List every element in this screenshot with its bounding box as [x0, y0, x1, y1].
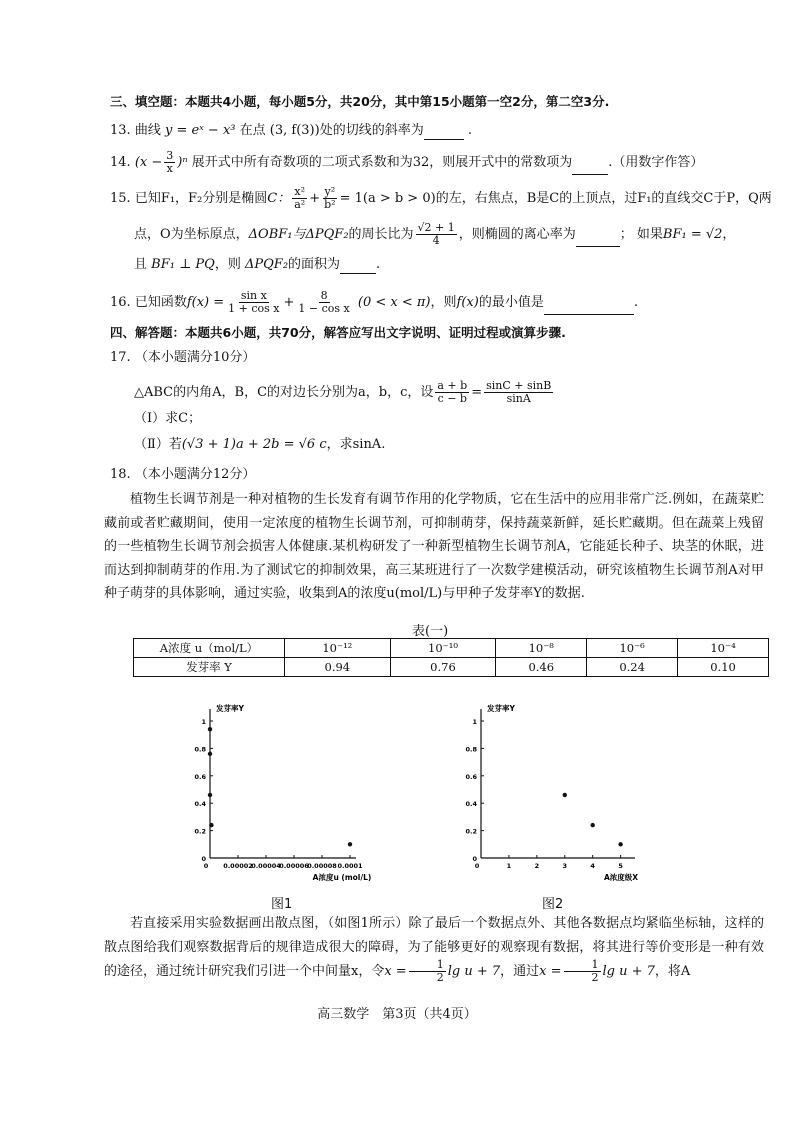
- q16-domain: (0 < x < π): [357, 295, 431, 310]
- table-caption: 表(一): [412, 624, 449, 639]
- q16-answer-blank[interactable]: [544, 300, 634, 315]
- table-cell: 0.94: [285, 658, 391, 677]
- q14-frac-num: 3: [166, 149, 174, 162]
- q15-line3-b: BF₁ ⊥ PQ: [151, 257, 215, 272]
- q17-score: （本小题满分10分）: [134, 350, 256, 365]
- q15-ratio-den: 4: [432, 234, 440, 247]
- q15-line3-d: ΔPQF₂: [245, 257, 289, 272]
- x-tick-label: 0.00006: [279, 862, 309, 870]
- q16-number: 16.: [110, 295, 131, 310]
- table-cell: 0.24: [587, 658, 678, 677]
- y-axis-label: 发芽率Y: [487, 704, 515, 713]
- q17-part-1: （Ⅰ）求C；: [134, 411, 202, 426]
- x-tick-label: 4: [590, 862, 595, 870]
- q18-after-b: ，通过: [500, 964, 540, 979]
- q16-end: .: [633, 295, 638, 310]
- question-17-stem: [134, 380, 774, 405]
- q16-f1-den: 1 + cos x: [228, 302, 280, 315]
- q15-line1-d: 的左，右焦点，B是C的上顶点，过F₁的直线交C于P，Q两: [435, 191, 772, 206]
- y-axis-label: 发芽率Y: [216, 704, 244, 713]
- y-tick-label: 0.4: [465, 800, 477, 809]
- y-tick-label: 0: [472, 855, 477, 863]
- x-tick-label: 3: [562, 862, 568, 870]
- data-point: [348, 842, 352, 846]
- table-cell: 10⁻¹⁰: [390, 639, 496, 658]
- table-cell: 0.10: [678, 658, 769, 677]
- q14-text: 展开式中所有奇数项的二项式系数和为32，则展开式中的常数项为: [191, 155, 573, 170]
- table-cell: 0.76: [390, 658, 496, 677]
- q16-fx: f(x) =: [186, 295, 225, 310]
- q17-eq: =: [471, 385, 483, 400]
- q15-line2-e: ； 如果: [619, 227, 663, 242]
- y-tick-label: 0.2: [465, 827, 477, 836]
- page-footer: 高三数学 第3页（共4页）: [317, 1007, 477, 1022]
- q15-line3-c: ，则: [214, 257, 241, 272]
- data-point: [563, 793, 567, 797]
- q14-frac-den: x: [166, 162, 173, 175]
- table-row1-label: A浓度 u（mol/L）: [134, 639, 285, 658]
- q14-number: 14.: [110, 155, 131, 170]
- q14-expr-post: )ⁿ: [177, 155, 188, 170]
- x-tick-label: 0.00008: [307, 862, 337, 870]
- q13-answer-blank[interactable]: [424, 125, 464, 140]
- q15-line2-g: ，: [722, 227, 736, 242]
- q13-text-pre: 曲线: [134, 123, 161, 138]
- x-axis-label: A浓度u (mol/L): [312, 873, 372, 882]
- q14-expr-pre: (x −: [134, 155, 163, 170]
- q15-number: 15.: [110, 191, 131, 206]
- x-tick-label: 0.0001: [337, 862, 363, 870]
- section-4-heading: 四、解答题：本题共6小题，共70分，解答应写出文字说明、证明过程或演算步骤.: [110, 325, 566, 340]
- table-cell: 10⁻⁶: [587, 639, 678, 658]
- data-point: [209, 823, 213, 827]
- q18-x-def: x =: [384, 964, 407, 979]
- q13-number: 13.: [110, 123, 131, 138]
- q18-lg-expr-2: lg u + 7: [602, 964, 655, 979]
- q17-frac-1: [435, 380, 469, 405]
- y-tick-label: 0.6: [465, 772, 477, 781]
- q15-line2-d: ，则椭圆的离心率为: [458, 227, 576, 242]
- q15-ellipse-c: C：: [267, 191, 291, 206]
- q18-half-2: [564, 959, 601, 984]
- q18-half-num-1: 1: [409, 959, 446, 972]
- q17-frac-2: [484, 380, 553, 405]
- q15-line3-f: .: [376, 257, 381, 272]
- data-point: [208, 727, 212, 731]
- question-15-line-2: [134, 222, 774, 247]
- figure-2-caption: 图2: [542, 897, 564, 912]
- q15-x2: x²: [294, 185, 306, 198]
- question-14: [110, 150, 750, 175]
- q14-answer-blank[interactable]: [572, 160, 608, 175]
- q17-part2-c: ，求sinA.: [326, 437, 386, 452]
- table-cell: 10⁻¹²: [285, 639, 391, 658]
- q16-plus: +: [283, 295, 295, 310]
- q16-frac-2: [296, 290, 351, 315]
- q15-line1-a: 已知F₁，F₂分别是椭圆: [134, 191, 268, 206]
- q18-half-num-2: 1: [564, 959, 601, 972]
- q18-number: 18.: [110, 467, 131, 482]
- q17-stem-a: △ABC的内角A，B，C的对边长分别为a，b，c，设: [134, 385, 434, 400]
- q13-end: .: [467, 123, 472, 138]
- q15-line2-f: BF₁ = √2: [662, 227, 723, 242]
- q18-after-paragraph: [104, 912, 764, 984]
- q16-f1-num: sin x: [240, 289, 267, 302]
- table-row: [134, 658, 769, 677]
- y-tick-label: 0.8: [194, 745, 206, 754]
- q13-text-post: 处的切线的斜率为: [319, 123, 424, 138]
- q17-f2-den: sinA: [506, 392, 531, 405]
- x-tick-label: 0: [203, 862, 209, 870]
- q15-ratio: [416, 222, 457, 247]
- y-tick-label: 0.6: [194, 772, 206, 781]
- q16-fx2: f(x): [456, 295, 479, 310]
- q15-line3-e: 的面积为: [288, 257, 341, 272]
- q13-text-mid: 在点: [239, 123, 266, 138]
- q15-line2-c: 的周长比为: [348, 227, 414, 242]
- q15-answer-blank-2[interactable]: [340, 259, 376, 274]
- q15-frac-x: [292, 186, 307, 211]
- question-16: [110, 290, 750, 315]
- scatter-chart-figure-1: [180, 700, 390, 890]
- q14-tail: .（用数字作答）: [608, 155, 704, 170]
- y-tick-label: 0.2: [194, 827, 206, 836]
- scatter-chart-figure-2: [455, 700, 645, 890]
- q17-part2-b: (√3 + 1)a + 2b = √6 c: [181, 437, 327, 452]
- q16-text-pre: 已知函数: [134, 295, 187, 310]
- q16-text-end: 的最小值是: [478, 295, 544, 310]
- x-tick-label: 2: [534, 862, 540, 870]
- section-3-heading: 三、填空题：本题共4小题，每小题5分，共20分，其中第15小题第一空2分，第二空3分.: [110, 94, 610, 109]
- q15-line2-b: ΔOBF₁与ΔPQF₂: [248, 227, 349, 242]
- y-tick-label: 1: [472, 718, 477, 726]
- x-tick-label: 0.00002: [223, 862, 253, 870]
- q17-part2-a: （Ⅱ）若: [134, 437, 182, 452]
- table-row2-label: 发芽率 Y: [134, 658, 285, 677]
- q18-after-a: 若直接采用实验数据画出散点图，（如图1所示）除了最后一个数据点外、其他各数据点均紧临坐标轴，这样的散点图给我们观察数据背后的规律造成很大的障碍，为了能够更好的观察现有数据，将其进行等价变形是一种有效的途径，通过统计研究我们引进一个中间量x，令: [104, 916, 764, 979]
- data-table: [133, 638, 769, 677]
- q17-part-2: [134, 436, 774, 454]
- x-tick-label: 1: [506, 862, 512, 870]
- q15-a2: a²: [294, 198, 306, 211]
- q17-number: 17.: [110, 350, 131, 365]
- table-cell: 10⁻⁴: [678, 639, 769, 658]
- q17-f1-den: c − b: [437, 392, 467, 405]
- x-tick-label: 0.00004: [251, 862, 281, 870]
- data-point: [208, 752, 212, 756]
- table-cell: 10⁻⁸: [496, 639, 587, 658]
- data-point: [618, 842, 622, 846]
- q18-half-1: [409, 959, 446, 984]
- x-tick-label: 5: [618, 862, 623, 870]
- y-tick-label: 0: [201, 855, 206, 863]
- q15-answer-blank-1[interactable]: [576, 232, 620, 247]
- q13-point: (3, f(3)): [269, 123, 320, 138]
- question-17-header: [110, 349, 750, 367]
- q14-fraction: [164, 150, 175, 175]
- q18-paragraph: 植物生长调节剂是一种对植物的生长发育有调节作用的化学物质，它在生活中的应用非常广泛.例如，在蔬菜贮藏前或者贮藏期间，使用一定浓度的植物生长调节剂，可抑制萌芽，保持蔬菜新鲜，延长贮藏期。但在蔬菜上残留的一些植物生长调节剂会损害人体健康.某机构研发了一种新型植物生长调节剂A，它能延长种子、块茎的休眠，进而达到抑制萌芽的作用.为了测试它的抑制效果，高三某班进行了一次数学建模活动，研究该植物生长调节剂A对甲种子萌芽的具体影响，通过实验，收集到A的浓度u(mol/L)与甲种子发芽率Y的数据.: [104, 492, 764, 601]
- q17-f1-num: a + b: [437, 379, 468, 392]
- q18-half-den-2: 2: [591, 971, 599, 984]
- figure-1-caption: 图1: [271, 897, 293, 912]
- q18-half-den-1: 2: [436, 971, 444, 984]
- q18-after-c: ，将A: [654, 964, 691, 979]
- q15-line3-a: 且: [134, 257, 148, 272]
- table-row: [134, 639, 769, 658]
- q17-f2-num: sinC + sinB: [486, 379, 552, 392]
- q13-expr: y = eˣ − x³: [164, 123, 236, 138]
- q18-score: （本小题满分12分）: [134, 467, 256, 482]
- q18-x-def-2: x =: [539, 964, 562, 979]
- data-point: [590, 823, 594, 827]
- q15-frac-y: [322, 186, 337, 211]
- q18-lg-expr-1: lg u + 7: [447, 964, 501, 979]
- y-tick-label: 1: [201, 718, 206, 726]
- q15-ratio-num: √2 + 1: [417, 221, 455, 234]
- y-tick-label: 0.8: [465, 745, 477, 754]
- y-tick-label: 0.4: [194, 800, 206, 809]
- x-axis-label: A浓度级X: [603, 873, 639, 882]
- q15-line1-c: = 1(a > b > 0): [339, 191, 436, 206]
- q15-y2: y²: [324, 185, 336, 198]
- table-cell: 0.46: [496, 658, 587, 677]
- q15-b2: b²: [324, 198, 336, 211]
- question-18-header: [110, 466, 750, 484]
- data-point: [208, 793, 212, 797]
- question-15-line-3: [134, 256, 774, 274]
- question-15-line-1: 15. 已知F₁，F₂分别是椭圆C： $\frac{\text{x²}}{\text{a²}}$ + $\frac{\text{y²}}{\text{b²}}$ = 1(a > b > 0)的左，右焦点，B是C的上顶点，过F₁的直线交C于P，Q两: [110, 185, 772, 211]
- x-tick-label: 0: [474, 862, 480, 870]
- q16-frac-1: [226, 290, 281, 315]
- q16-text-post: ，则: [430, 295, 457, 310]
- q15-line2-a: 点，O为坐标原点，: [134, 227, 249, 242]
- question-13: [110, 122, 750, 140]
- q16-f2-num: 8: [320, 289, 328, 302]
- q16-f2-den: 1 − cos x: [298, 302, 350, 315]
